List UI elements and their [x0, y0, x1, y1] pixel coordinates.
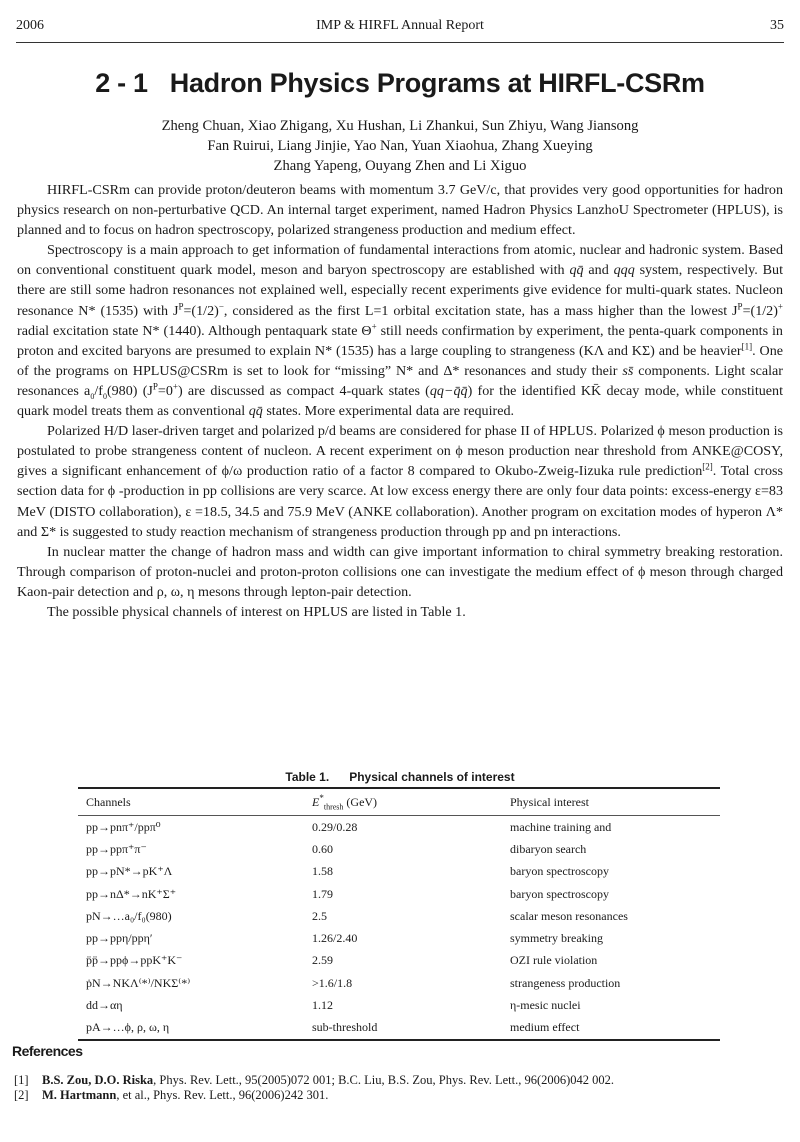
text-run: radial excitation state N* (1440). Although pentaquark state Θ [17, 322, 372, 339]
reference-number: [1] [14, 1073, 29, 1087]
text-run: =(1/2) [183, 302, 219, 319]
text-run: , considered as the first L=1 orbital excitation state, has a mass higher than the lowest J [223, 302, 738, 319]
cell-interest: machine training and [510, 819, 612, 834]
paragraph-intro: HIRFL-CSRm can provide proton/deuteron beams with momentum 3.7 GeV/c, that provides very good opportunities for hadron physics research on non-perturbative QCD. An internal target experiment, named Hadron Physics LanzhoU Spectrometer (HPLUS), is planned and to focus on hadron spectroscopy, polarized strangeness production and medium effect. [17, 182, 783, 239]
cell-channel: pA→…ϕ, ρ, ω, η [86, 1020, 170, 1035]
text-run: =0 [157, 382, 173, 399]
page-number: 35 [770, 18, 784, 33]
author-line: Zhang Yapeng, Ouyang Zhen and Li Xiguo [273, 158, 527, 174]
paragraph-polarized [17, 421, 783, 542]
math-sup: P [178, 300, 184, 311]
text-run: ) for the identified KK̄ decay mode, while constituent quark model treats them as conventional [17, 382, 784, 420]
references-list [14, 1073, 780, 1103]
energy-symbol: E [312, 794, 320, 809]
cell-energy: 2.5 [312, 908, 327, 923]
paragraph-table-intro: The possible physical channels of interest on HPLUS are listed in Table 1. [47, 603, 466, 620]
cell-channel: p̈p̈→ppϕ→ppK⁺K⁻ [86, 953, 183, 968]
citation-2[interactable]: [2] [702, 461, 713, 472]
text-run: states. More experimental data are required. [262, 403, 515, 420]
table-row [78, 838, 720, 860]
energy-unit: (GeV) [346, 794, 378, 809]
table-row [78, 816, 720, 839]
table-row [78, 972, 720, 994]
author-line: Fan Ruirui, Liang Jinjie, Yao Nan, Yuan Xiaohua, Zhang Xueying [207, 138, 593, 154]
table-caption [0, 770, 800, 784]
table-row [78, 950, 720, 972]
math-tetraquark: qq−q̄q̄ [429, 382, 468, 399]
cell-interest: dibaryon search [510, 841, 587, 856]
math-sup: P [737, 300, 743, 311]
text-run: /f [94, 382, 103, 399]
text-run: still needs confirmation by experiment, the penta-quark components in proton and excited baryons are presumed to explain N* (1535) has a large coupling to strangeness (KΛ and KΣ) and be heavier [17, 322, 783, 359]
paragraph-nuclear-matter: In nuclear matter the change of hadron mass and width can give important information to chiral symmetry breaking restoration. Through comparison of proton-nuclei and proton-proton collisions one can investigate the medium effect of ϕ meson through charged Kaon-pair detection and ρ, ω, η mesons through lepton-pair detection. [17, 543, 783, 600]
text-run: system, respectively. But there are still some hadron resonances not explained well, especially recent experiments give evidence for multi-quark states. Nucleon resonance N* (1535) with J [17, 262, 783, 319]
text-run: and [583, 262, 614, 279]
cell-interest: strangeness production [510, 975, 621, 990]
paragraph-spectroscopy [17, 240, 783, 421]
table-row [78, 861, 720, 883]
header-interest: Physical interest [510, 794, 589, 809]
math-qqbar: qq̄ [569, 262, 584, 279]
text-run: (980) (J [106, 382, 153, 399]
cell-interest: medium effect [510, 1020, 580, 1035]
table-row [78, 905, 720, 927]
cell-interest: baryon spectroscopy [510, 886, 609, 901]
text-run: Spectroscopy is a main approach to get information of fundamental interactions from atomic, nuclear and hadronic system. Based on conventional constituent quark model, meson and baryon spectroscopy are established with [17, 242, 783, 279]
table-row [78, 883, 720, 905]
table-label: Table 1. [285, 770, 330, 784]
math-sub: 0 [102, 391, 107, 401]
cell-channel: pp→ppη/ppη′ [86, 931, 153, 946]
math-sup: + [777, 300, 783, 311]
cell-energy: 1.58 [312, 864, 333, 879]
cell-energy: 1.12 [312, 998, 333, 1013]
reference-authors: M. Hartmann [42, 1088, 117, 1102]
text-run: Polarized H/D laser-driven target and polarized p/d beams are considered for phase II of HPLUS. Polarized ϕ meson production is postulated to probe strangeness content of nucleon. A recent experiment on ϕ meson production near threshold from ANKE@COSY, gives a significant enhancement of ϕ/ω production ratio of a factor 8 compared to Okubo-Zweig-Iizuka rule prediction [17, 423, 783, 480]
math-sup: − [218, 300, 224, 311]
table-row [78, 1017, 720, 1040]
running-head-year: 2006 [16, 18, 44, 33]
math-sup: + [371, 320, 377, 331]
table-caption-text: Physical channels of interest [349, 770, 515, 784]
text-run: . Total cross section data for ϕ -production in pp collisions are very scarce. At low excess energy there are only four data points: excess-energy ε=83 MeV (DISTO collaboration), ε =18.5, 34.5 and 75.9 MeV (ANKE collaboration). Another program on excitation modes of hyperon Λ* and Σ* is suggested to study reaction mechanism of strangeness production through pp and pn interactions. [17, 463, 783, 540]
math-sub: 0 [90, 391, 95, 401]
cell-interest: scalar meson resonances [510, 908, 628, 923]
running-head [16, 18, 784, 40]
cell-interest: η-mesic nuclei [510, 998, 581, 1013]
body-text [17, 180, 783, 622]
math-ssbar: ss̄ [622, 362, 634, 379]
table-header-row [78, 788, 720, 816]
cell-interest: baryon spectroscopy [510, 864, 609, 879]
cell-channel: dd→αη [86, 998, 123, 1013]
reference-number: [2] [14, 1088, 29, 1102]
cell-channel: pp→pnπ⁺/ppπ⁰ [86, 819, 161, 834]
running-head-journal: IMP & HIRFL Annual Report [316, 18, 484, 33]
section-number: 2 - 1 [95, 68, 148, 98]
cell-energy: sub-threshold [312, 1020, 378, 1035]
text-run: ) are discussed as compact 4-quark states ( [177, 382, 430, 399]
header-rule [16, 42, 784, 43]
cell-energy: 1.26/2.40 [312, 931, 358, 946]
cell-channel: pp→nΔ*→nK⁺Σ⁺ [86, 886, 177, 901]
reference-authors: B.S. Zou, D.O. Riska [42, 1073, 154, 1087]
page-title [0, 68, 800, 99]
references-heading: References [12, 1043, 83, 1059]
cell-interest: symmetry breaking [510, 931, 603, 946]
channels-table [78, 787, 720, 1041]
math-sup: + [172, 381, 178, 392]
cell-energy: 0.60 [312, 841, 333, 856]
energy-sup: * [319, 792, 324, 803]
cell-channel: pp→pN*→pK⁺Λ [86, 864, 173, 879]
cell-interest: OZI rule violation [510, 953, 598, 968]
author-line: Zheng Chuan, Xiao Zhigang, Xu Hushan, Li Zhankui, Sun Zhiyu, Wang Jiansong [161, 118, 639, 134]
cell-energy: 1.79 [312, 886, 333, 901]
author-list [0, 116, 800, 176]
cell-channel: ṗN→NKΛ⁽*⁾/NKΣ⁽*⁾ [86, 975, 191, 990]
reference-text: , et al., Phys. Rev. Lett., 96(2006)242 301. [116, 1088, 329, 1102]
header-channels: Channels [86, 794, 131, 809]
header-energy [304, 788, 502, 816]
math-sup: P [152, 381, 158, 392]
cell-energy: >1.6/1.8 [312, 975, 353, 990]
table-row [78, 927, 720, 949]
cell-channel: pp→ppπ⁺π⁻ [86, 841, 147, 856]
cell-energy: 0.29/0.28 [312, 819, 358, 834]
table-row [78, 994, 720, 1016]
math-qqq: qqq [613, 262, 635, 279]
reference-item [14, 1073, 780, 1088]
text-run: =(1/2) [742, 302, 778, 319]
title-text: Hadron Physics Programs at HIRFL-CSRm [169, 68, 705, 98]
math-qqbar: qq̄ [248, 403, 263, 420]
reference-item [14, 1088, 780, 1103]
text-run: components. Light scalar resonances a [17, 362, 783, 399]
citation-1[interactable]: [1] [741, 341, 753, 352]
cell-channel: pN→…a₀/f₀(980) [86, 908, 172, 923]
text-run: . One of the programs on HPLUS@CSRm is set to look for “missing” N* and Δ* resonances and study their [17, 342, 784, 379]
cell-energy: 2.59 [312, 953, 333, 968]
energy-sub: thresh [323, 801, 344, 811]
reference-text: , Phys. Rev. Lett., 95(2005)072 001; B.C. Liu, B.S. Zou, Phys. Rev. Lett., 96(2006)042 002. [153, 1073, 615, 1087]
